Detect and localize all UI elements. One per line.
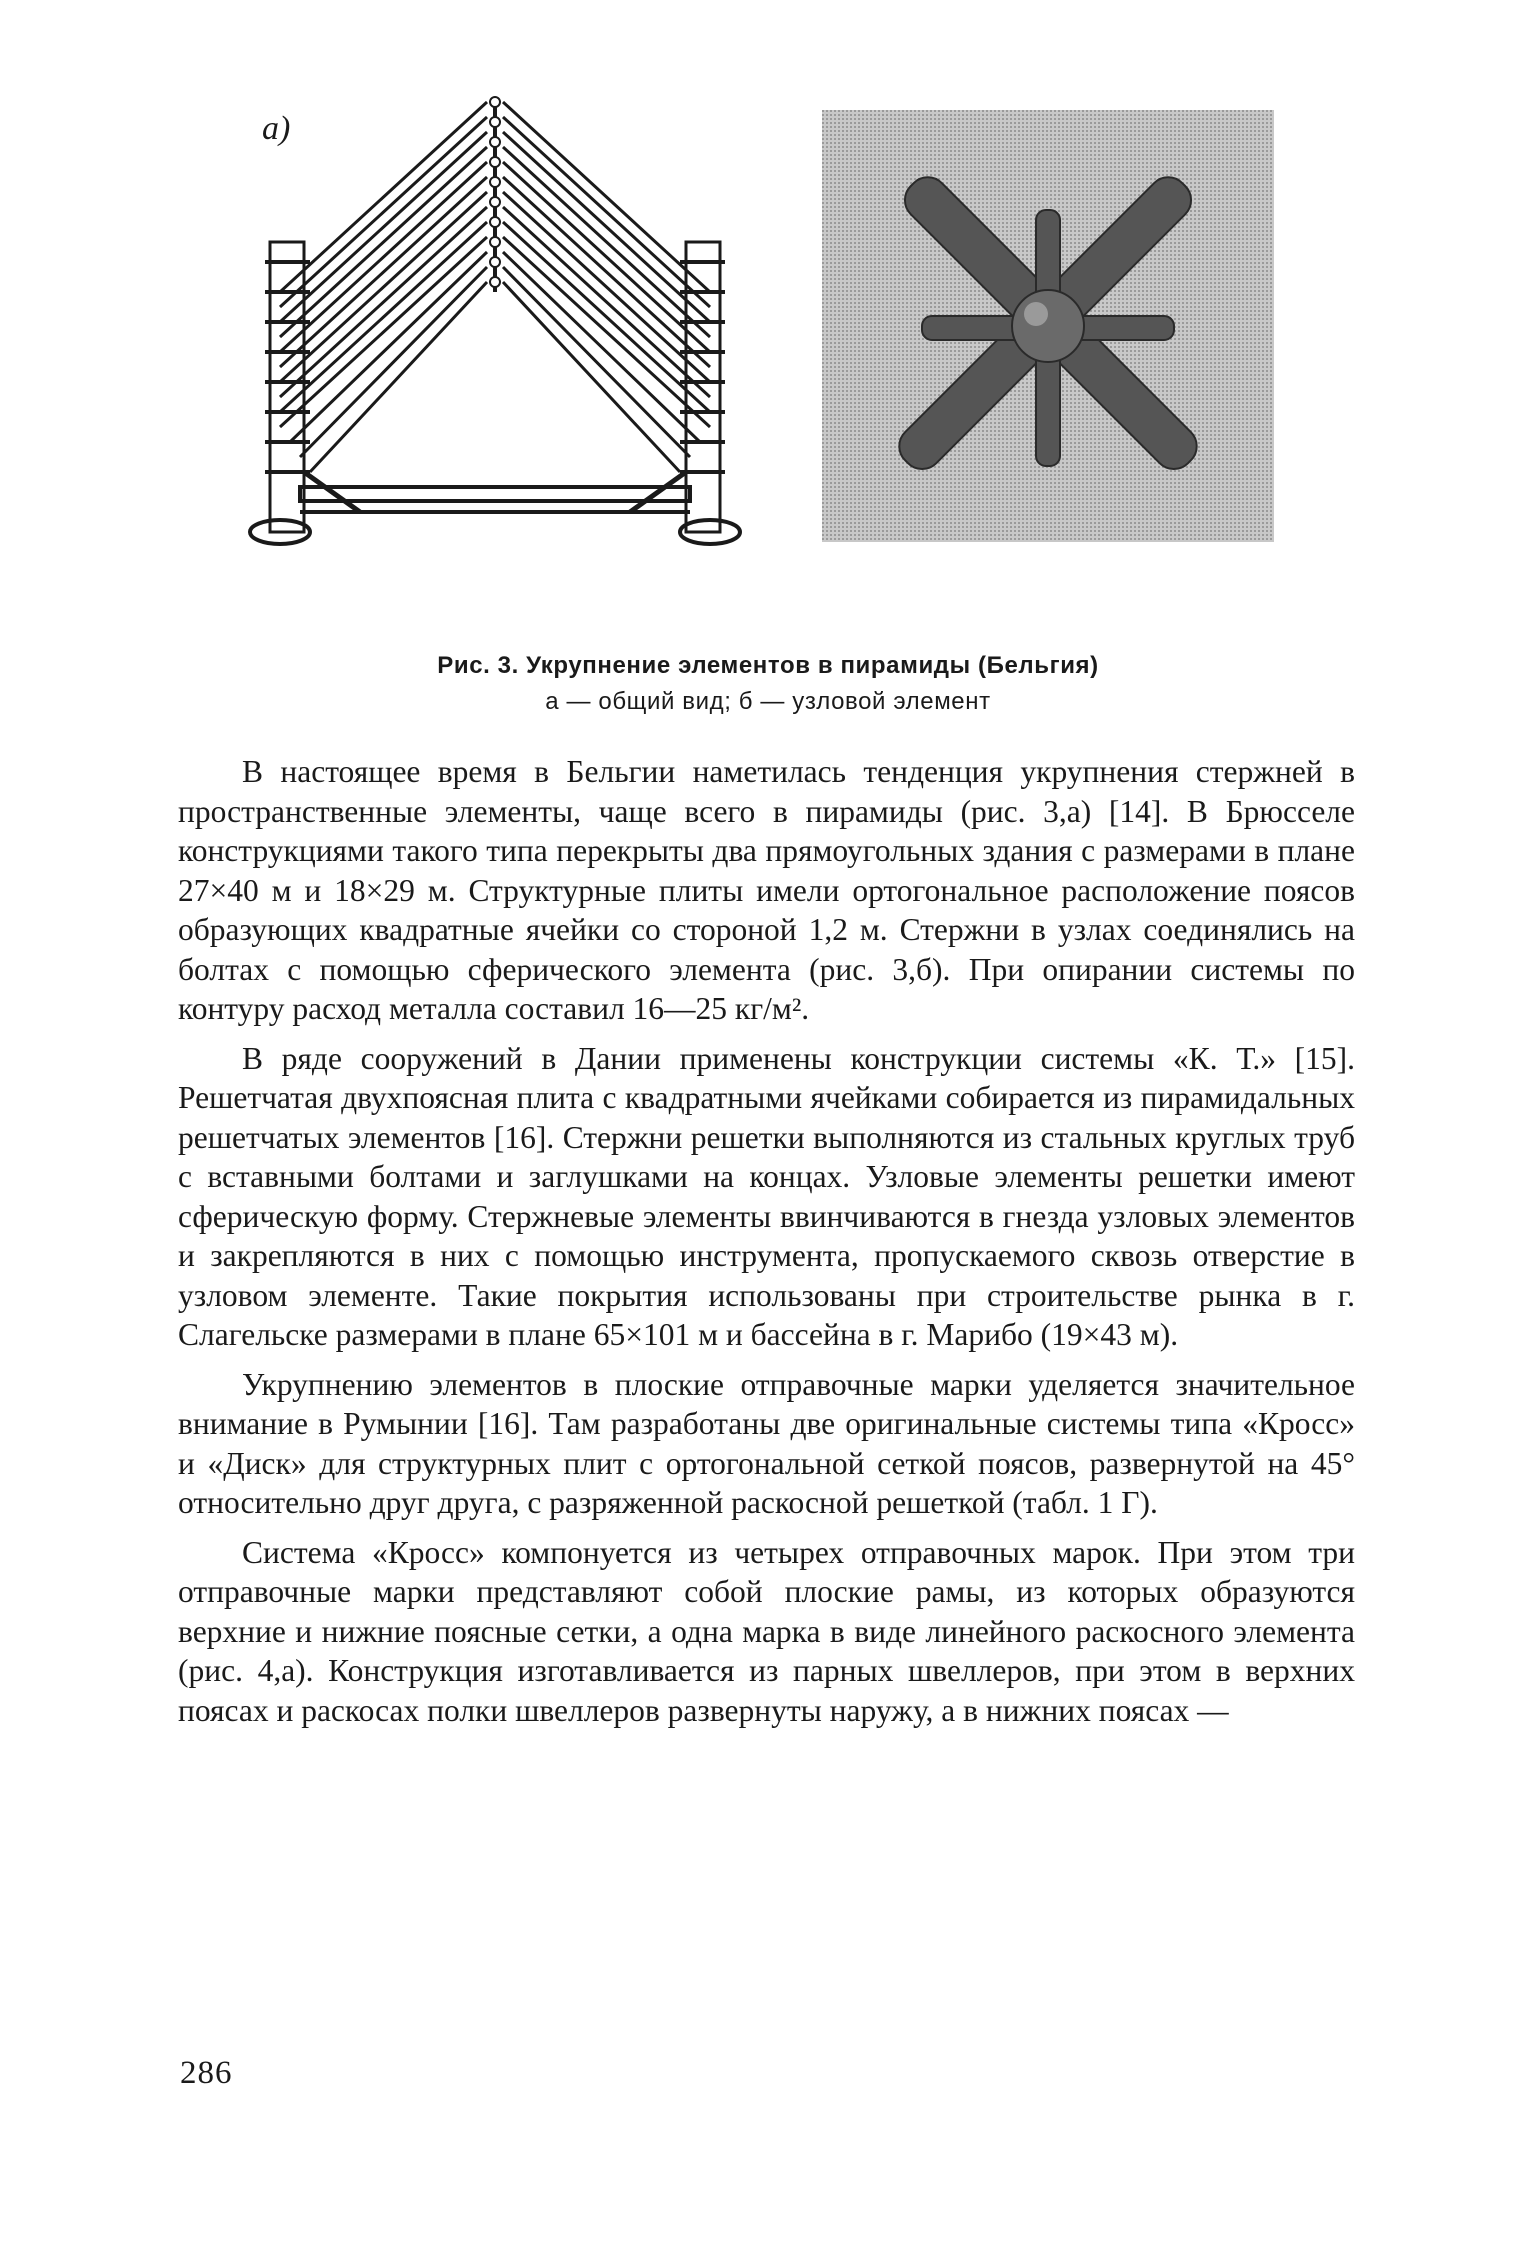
figure-a-label: а) <box>262 110 291 147</box>
page-number: 286 <box>180 2055 233 2091</box>
figure-caption <box>180 648 1356 720</box>
paragraph: Система «Кросс» компонуется из четырех отправочных марок. При этом три отправочные марки представляют собой плоские рамы, из которых образуются верхние и нижние поясные сетки, а одна марка в виде линейного раскосного элемента (рис. 4,а). Конструкция изготавливается из парных швеллеров, при этом в верхних поясах и раскосах полки швеллеров развернуты наружу, а в нижних поясах — <box>178 1534 1355 1728</box>
body-text <box>178 752 1355 1740</box>
caption-title: Рис. 3. Укрупнение элементов в пирамиды (Бельгия) <box>437 652 1099 679</box>
paragraph: В ряде сооружений в Дании применены конструкции системы «К. Т.» [15]. Решетчатая двухпоясная плита с квадратными ячейками собирается из пирамидальных решетчатых элементов [16]. Стержни решетки выполняются из стальных круглых труб с вставными болтами и заглушками на концах. Узловые элементы решетки имеют сферическую форму. Стержневые элементы ввинчиваются в гнезда узловых элементов и закрепляются в них с помощью инструмента, пропускаемого сквозь отверстие в узловом элементе. Такие покрытия использованы при строительстве рынка в г. Слагельске размерами в плане 65×101 м и бассейна в г. Марибо (19×43 м). <box>178 1040 1355 1352</box>
caption-subtitle: а — общий вид; б — узловой элемент <box>545 688 991 715</box>
pyramid-truss-figure <box>240 92 750 552</box>
node-element-figure <box>822 110 1274 542</box>
paragraph: Укрупнению элементов в плоские отправочные марки уделяется значительное внимание в Румынии [16]. Там разработаны две оригинальные системы типа «Кросс» и «Диск» для структурных плит с ортогональной сеткой поясов, развернутой на 45° относительно друг друга, с разряженной раскосной решеткой (табл. 1 Г). <box>178 1366 1355 1520</box>
paragraph: В настоящее время в Бельгии наметилась тенденция укрупнения стержней в пространственные элементы, чаще всего в пирамиды (рис. 3,а) [14]. В Брюсселе конструкциями такого типа перекрыты два прямоугольных здания с размерами в плане 27×40 м и 18×29 м. Структурные плиты имели ортогональное расположение поясов образующих квадратные ячейки со стороной 1,2 м. Стержни в узлах соединялись на болтах с помощью сферического элемента (рис. 3,б). При опирании системы по контуру расход металла составил 16—25 кг/м². <box>178 754 1355 1026</box>
